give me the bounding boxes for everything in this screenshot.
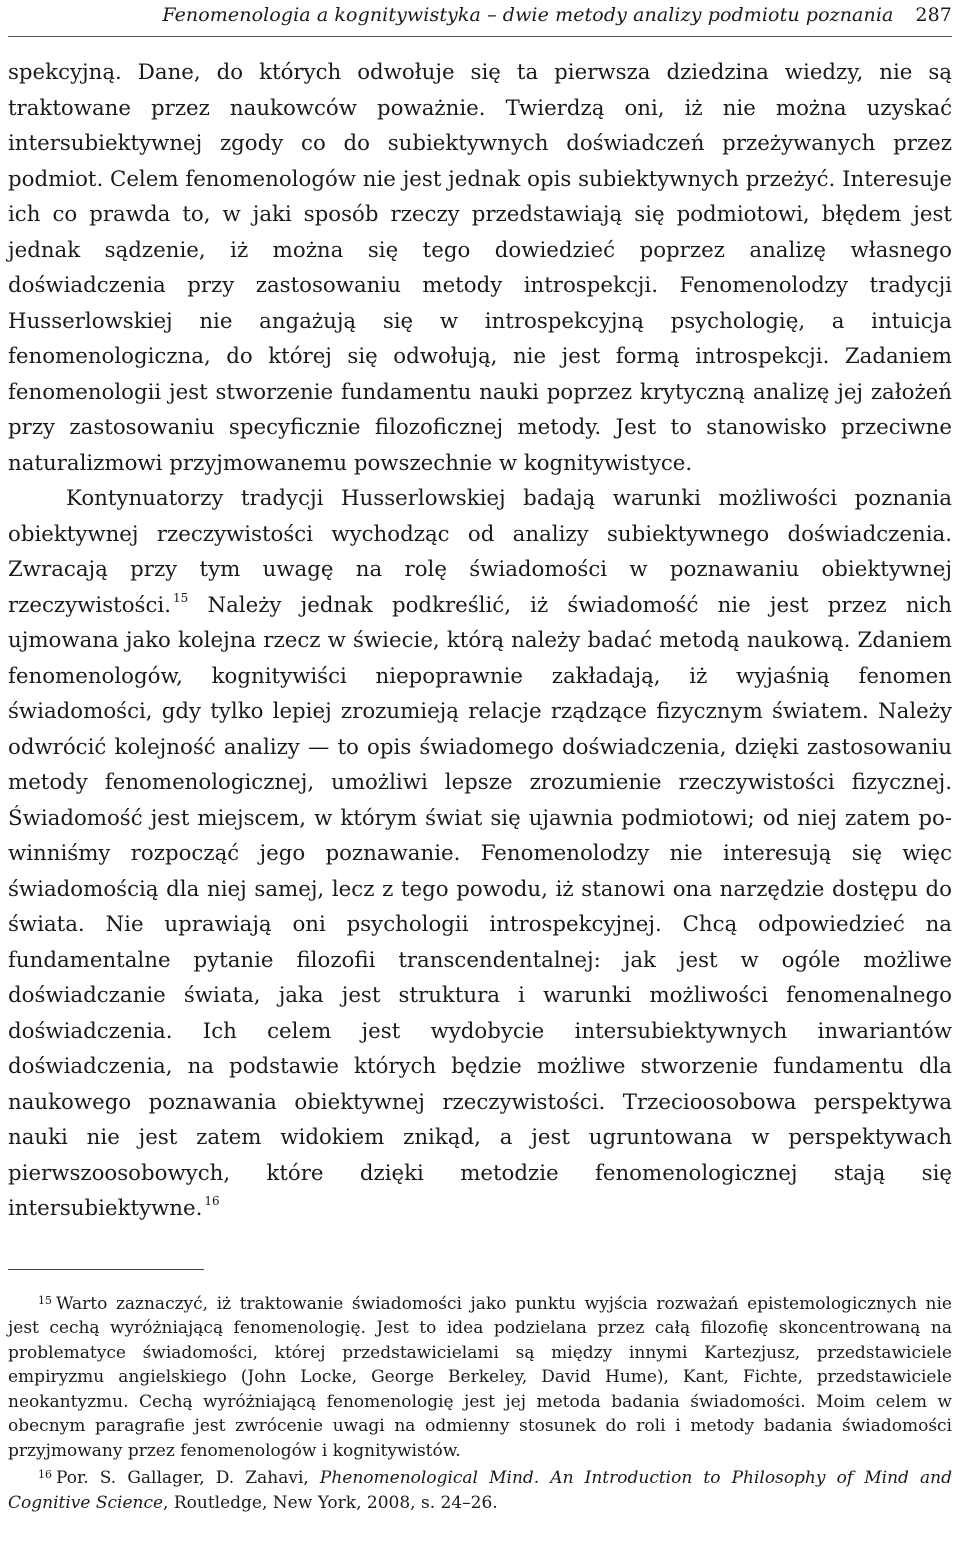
footnote-16-post: , Routledge, New York, 2008, s. 24–26. xyxy=(163,1492,498,1513)
main-text xyxy=(8,55,952,1227)
footnote-16 xyxy=(8,1466,952,1516)
footnote-15-number: 15 xyxy=(38,1293,52,1307)
footnote-16-pre: Por. S. Gallager, D. Zahavi, xyxy=(56,1467,320,1488)
running-title: Fenomenologia a kognitywistyka – dwie metody analizy podmiotu poznania xyxy=(162,4,894,26)
page-number: 287 xyxy=(915,4,952,26)
running-header xyxy=(8,0,952,37)
footnote-16-number: 16 xyxy=(38,1467,52,1481)
paragraph-2 xyxy=(8,481,952,1227)
paragraph-1: spekcyjną. Dane, do których odwołuje się ta pierwsza dziedzina wiedzy, nie są traktowane przez naukowców poważnie. Twierdzą oni, iż nie można uzyskać intersubiektywnej zgody co do subiektywnych doświadczeń przeżywanych przez podmiot. Celem fenomenologów nie jest jednak opis subiektywnych przeżyć. Interesuje ich co prawda to, w jaki sposób rzeczy przedstawiają się podmiotowi, błędem jest jednak sądzenie, iż można się tego dowiedzieć poprzez analizę własnego doświadczenia przy zastosowaniu metody introspekcji. Fenomenolodzy tradycji Husserlowskiej nie angażują się w introspekcyjną psychologię, a intuicja fenomenologiczna, do której się odwołują, nie jest formą introspekcji. Zadaniem fenomenologii jest stworzenie fundamentu nauki poprzez krytyczną analizę jej założeń przy zastosowaniu specyficznie filozoficznej metody. Jest to stanowisko przeciwne naturalizmowi przyjmowanemu powszechnie w kognitywistyce. xyxy=(8,60,952,476)
footnotes xyxy=(8,1292,952,1516)
footnote-15-text: Warto zaznaczyć, iż traktowanie świadomości jako punktu wyjścia rozważań epistemologicznych nie jest cechą wyróżniającą fenomenologię. Jest to idea podzielana przez całą filozofię skoncentrowaną na problematyce świadomości, której przedstawicielami są między innymi Kartezjusz, przedstawiciele empiryzmu angielskiego (John Locke, George Berkeley, David Hume), Kant, Fichte, przedstawiciele neokantyzmu. Cechą wyróżniającą fenomenologię jest jej metoda badania świadomości. Moim celem w obecnym paragrafie jest zwrócenie uwagi na odmienny stosunek do roli i metody badania świadomości przyjmowany przez fenomenologów i kognitywistów. xyxy=(8,1293,952,1462)
footnote-ref-16[interactable]: 16 xyxy=(204,1194,220,1208)
paragraph-2-part-a: Kontynuatorzy tradycji Husserlowskiej badają warunki możliwości poznania obiektywnej rzeczywistości wychodząc od analizy subiektywnego doświadczenia. Zwracają przy tym uwagę na rolę świadomości w poznawaniu obiektywnej rzeczywistości. xyxy=(8,486,952,618)
footnote-15 xyxy=(8,1292,952,1464)
footnote-16-book-title: Phenomenological Mind. An Introduction to Philosophy of Mind and Cognitive Science xyxy=(8,1467,952,1513)
book-page xyxy=(8,0,952,1516)
footnote-ref-15[interactable]: 15 xyxy=(172,590,189,605)
footnote-separator xyxy=(8,1269,204,1270)
paragraph-2-part-b: Należy jednak podkreślić, iż świadomość nie jest przez nich ujmowana jako kolejna rzecz w świecie, którą należy badać metodą naukową. Zdaniem fenomenologów, kognitywiści niepoprawnie zakładają, iż wyjaśnią fenomen świadomości, gdy tylko lepiej zrozumieją relacje rządzące fizycznym światem. Należy odwrócić kolejność analizy — to opis świadomego doświadczenia, dzięki zastosowaniu metody fenomenologicznej, umożliwi lepsze zrozumienie rzeczywistości fizycznej. Świadomość jest miejscem, w którym świat się ujawnia podmiotowi; od niej zatem powinniśmy rozpocząć jego poznawanie. Fenomenolodzy nie interesują się więc świadomością dla niej samej, lecz z tego powodu, iż stanowi ona narzędzie dostępu do świata. Nie uprawiają oni psychologii introspekcyjnej. Chcą odpowiedzieć na fundamentalne pytanie filozofii transcendentalnej: jak jest w ogóle możliwe doświadczanie świata, jaka jest struktura i warunki możliwości fenomenalnego doświadczenia. Ich celem jest wydobycie intersubiektywnych inwariantów doświadczenia, na podstawie których będzie możliwe stworzenie fundamentu dla naukowego poznawania obiektywnej rzeczywistości. Trzecioosobowa perspektywa nauki nie jest zatem widokiem znikąd, a jest ugruntowana w perspektywach pierwszoosobowych, które dzięki metodzie fenomenologicznej stają się intersubiektywne. xyxy=(8,592,952,1221)
